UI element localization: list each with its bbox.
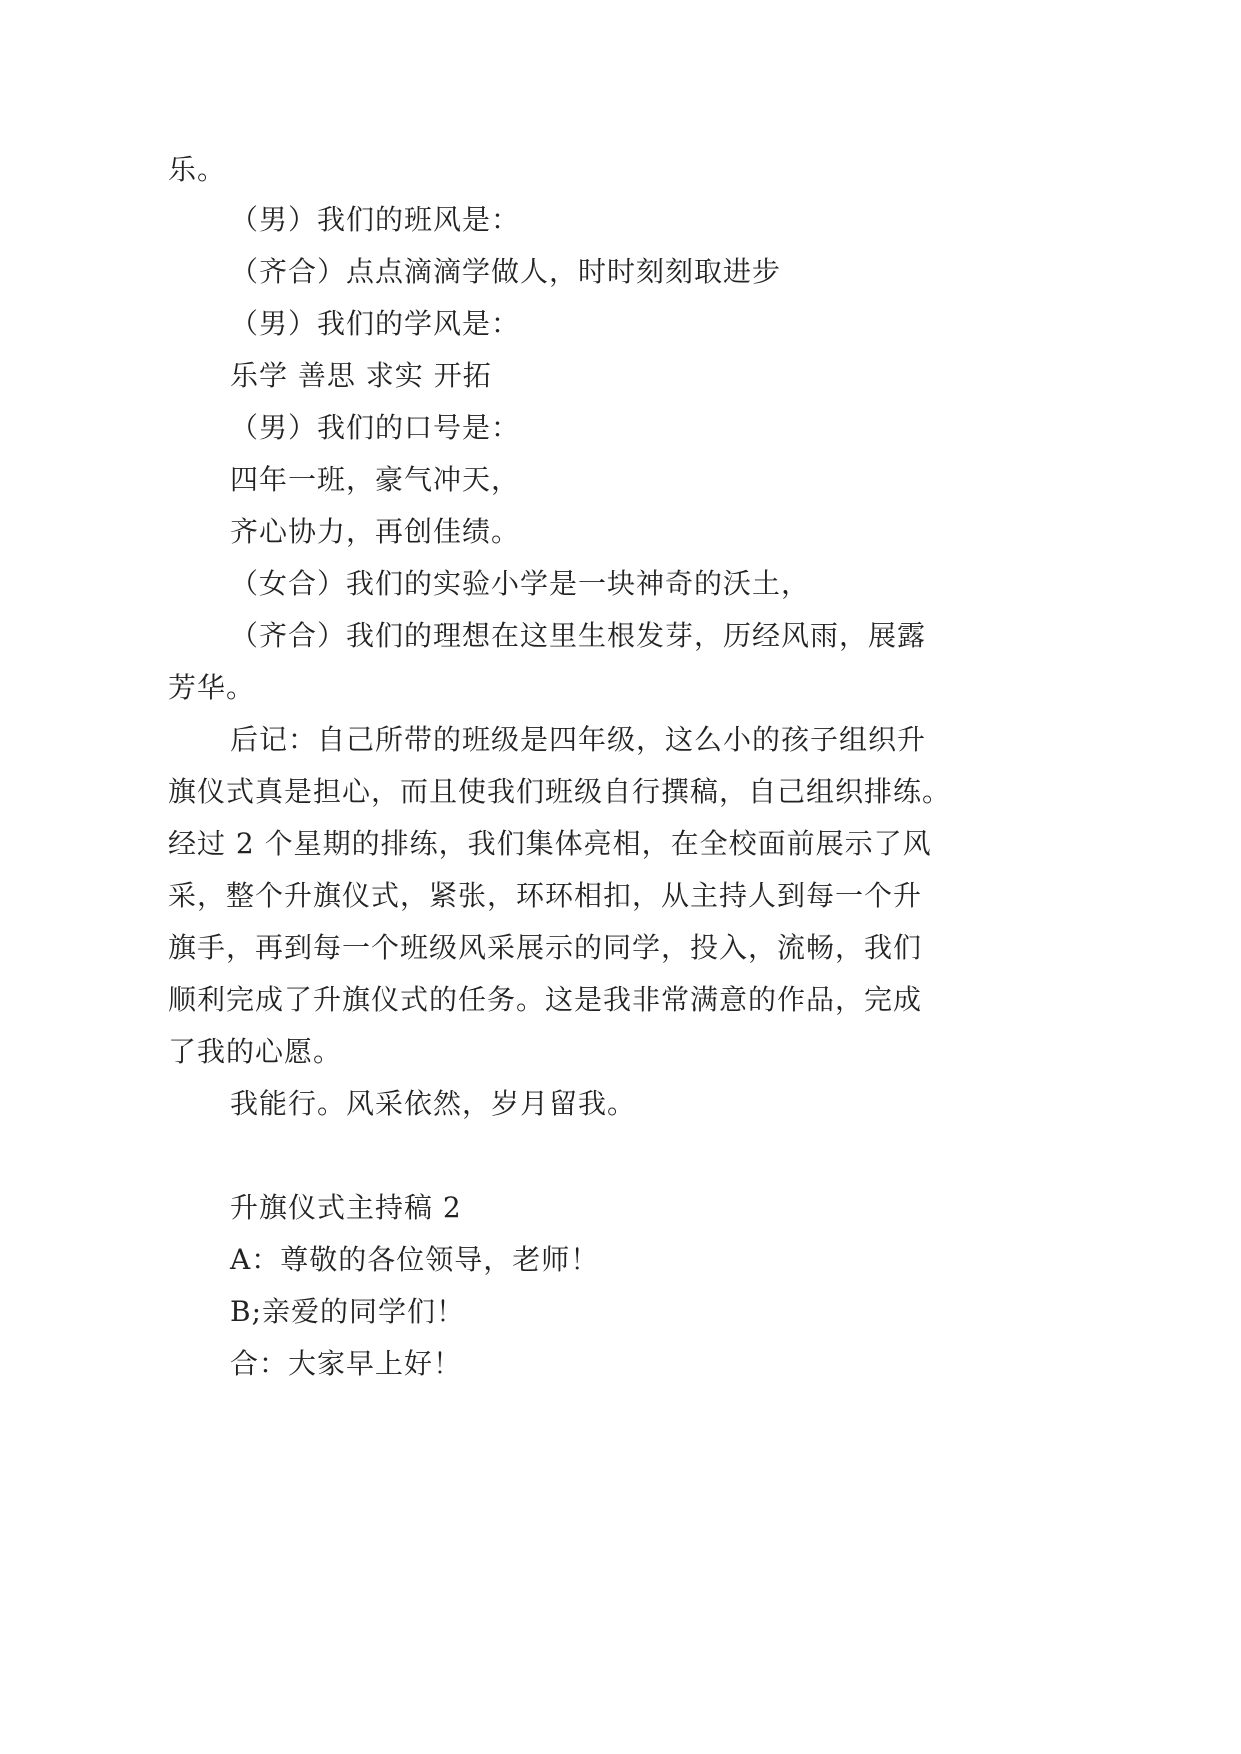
text-line: 了我的心愿。	[168, 1035, 343, 1068]
text-line: 乐。	[168, 153, 227, 186]
text-line: A：尊敬的各位领导，老师！	[230, 1243, 600, 1276]
text-line: （男）我们的口号是：	[230, 411, 521, 444]
text-line: 乐学 善思 求实 开拓	[230, 359, 492, 392]
text-line: 四年一班，豪气冲天，	[230, 463, 521, 496]
text-line: 旗仪式真是担心，而且使我们班级自行撰稿，自己组织排练。	[168, 775, 952, 808]
text-line: B;亲爱的同学们！	[230, 1295, 466, 1328]
text-line: 合：大家早上好！	[230, 1347, 463, 1380]
text-line: 我能行。风采依然，岁月留我。	[230, 1087, 637, 1120]
text-line: （女合）我们的实验小学是一块神奇的沃土，	[230, 567, 811, 600]
text-line: （齐合）点点滴滴学做人，时时刻刻取进步	[230, 255, 782, 288]
text-line: 芳华。	[168, 671, 256, 704]
text-line: （齐合）我们的理想在这里生根发芽，历经风雨，展露	[230, 619, 927, 652]
section-heading: 升旗仪式主持稿 2	[230, 1191, 462, 1224]
text-line: （男）我们的学风是：	[230, 307, 521, 340]
text-line: 顺利完成了升旗仪式的任务。这是我非常满意的作品，完成	[168, 983, 923, 1016]
text-line: 采，整个升旗仪式，紧张，环环相扣，从主持人到每一个升	[168, 879, 923, 912]
text-line: 齐心协力，再创佳绩。	[230, 515, 521, 548]
text-line: 经过 2 个星期的排练，我们集体亮相，在全校面前展示了风	[168, 827, 932, 860]
text-line: （男）我们的班风是：	[230, 203, 521, 236]
text-line: 后记：自己所带的班级是四年级，这么小的孩子组织升	[230, 723, 927, 756]
text-line: 旗手，再到每一个班级风采展示的同学，投入，流畅，我们	[168, 931, 923, 964]
